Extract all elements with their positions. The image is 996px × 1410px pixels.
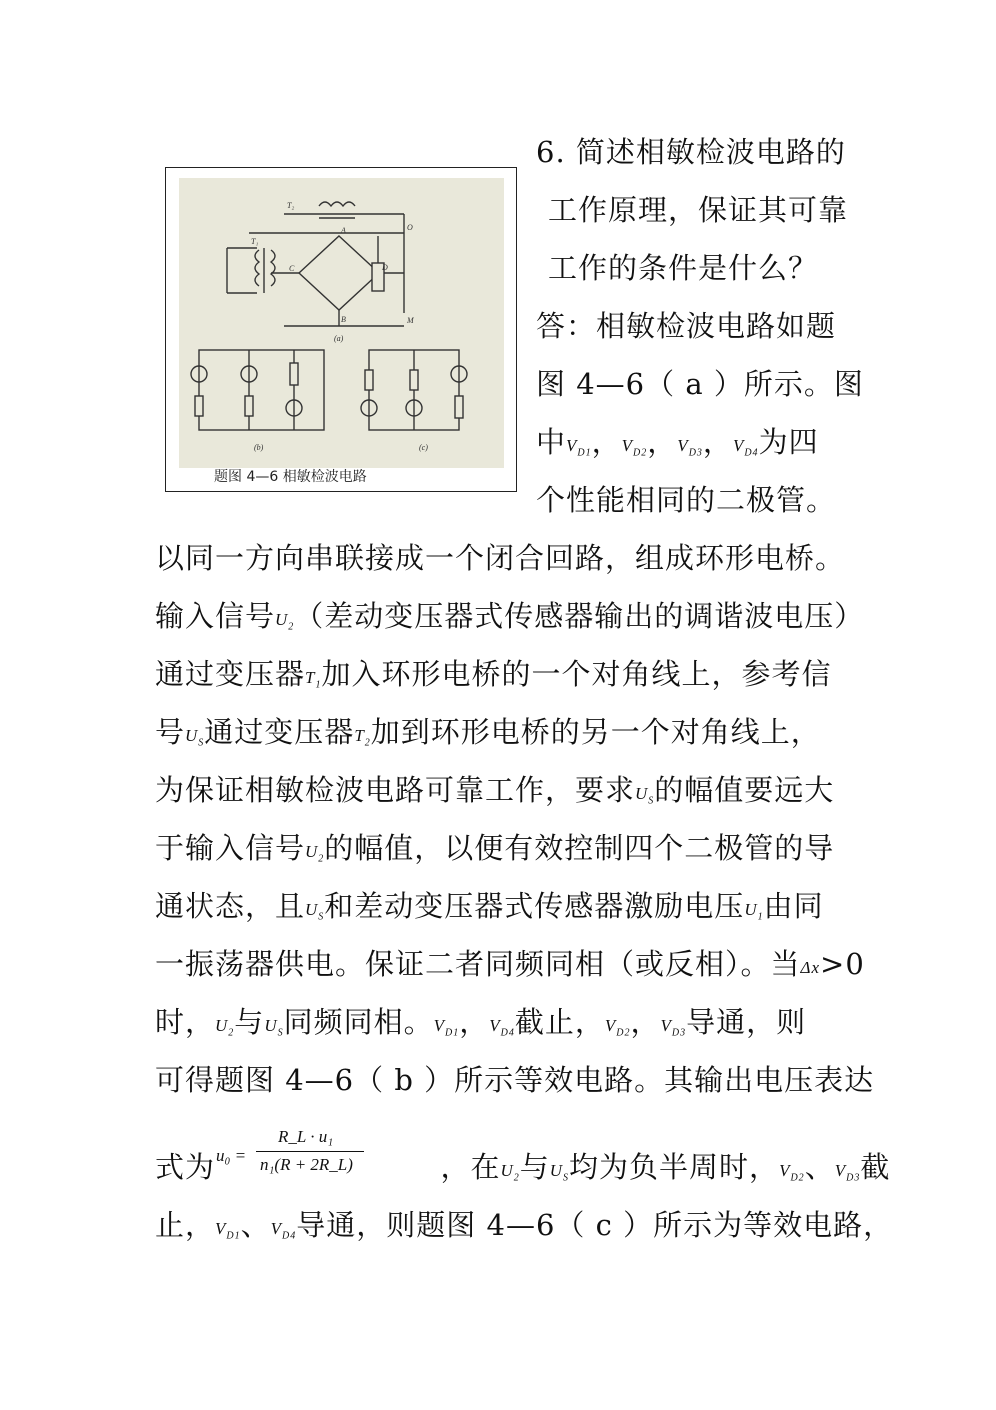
svg-text:(b): (b) [254,443,264,452]
question-line-2: 工作原理，保证其可靠 [548,193,849,227]
svg-text:M: M [407,316,414,325]
output-voltage-formula [216,1125,366,1185]
paragraph-line-9: 时，$U_2$与$U_S$同频同相。$V_{D1}$，$V_{D4}$截止，$V_{D2}$，$V_{D3}$导通，则 [155,1005,807,1039]
paragraph-line-11: 式为 ，在$U_2$与$U_S$均为负半周时，$V_{D2}$、$V_{D3}$截 [155,1150,891,1184]
paragraph-line-5: 为保证相敏检波电路可靠工作，要求$U_S$的幅值要远大 [155,773,835,807]
paragraph-line-1: 以同一方向串联接成一个闭合回路，组成环形电桥。 [155,541,846,575]
paragraph-line-12: 止，$V_{D1}$、$V_{D4}$导通，则题图 4—6（ c ）所示为等效电路， [155,1208,894,1242]
answer-line-2: 图 4—6（ a ）所示。图 [536,367,864,401]
answer-line-1: 答：相敏检波电路如题 [536,309,837,343]
answer-line-3: 中$V_{D1}$，$V_{D2}$，$V_{D3}$，$V_{D4}$为四 [536,425,819,459]
svg-text:(c): (c) [419,443,428,452]
figure-frame [165,167,517,492]
svg-text:O: O [407,223,413,232]
paragraph-line-8: 一振荡器供电。保证二者同频同相（或反相）。当Δx>0 [155,947,865,981]
formula-numerator: R_L · u₁ [278,1127,334,1146]
question-line-3: 工作的条件是什么？ [548,251,819,285]
formula-lhs: u₀ = [216,1146,247,1165]
svg-text:B: B [341,315,346,324]
fraction-bar [256,1151,364,1152]
svg-text:A: A [341,226,346,235]
paragraph-line-7: 通状态，且$U_S$和差动变压器式传感器激励电压$U_1$由同 [155,889,824,923]
svg-text:T₁: T₁ [251,237,259,246]
svg-text:D: D [382,263,388,272]
circuit-diagram [179,178,504,468]
figure-caption: 题图 4—6 相敏检波电路 [214,469,367,485]
paragraph-line-6: 于输入信号$U_2$的幅值，以便有效控制四个二极管的导 [155,831,835,865]
paragraph-line-4: 号$U_S$通过变压器$T_2$加到环形电桥的另一个对角线上， [155,715,821,749]
question-line-1: 6. 简述相敏检波电路的 [536,135,846,169]
paragraph-line-10: 可得题图 4—6（ b ）所示等效电路。其输出电压表达 [155,1063,875,1097]
svg-text:C: C [289,264,295,273]
paragraph-line-2: 输入信号$U_2$（差动变压器式传感器输出的调谐波电压） [155,599,865,633]
svg-text:T₂: T₂ [287,201,295,210]
formula-denominator: n₁(R + 2R_L) [260,1155,353,1174]
svg-text:(a): (a) [334,334,344,343]
paragraph-line-3: 通过变压器$T_1$加入环形电桥的一个对角线上，参考信 [155,657,832,691]
answer-line-4: 个性能相同的二极管。 [536,483,837,517]
circuit-figure [179,178,504,468]
